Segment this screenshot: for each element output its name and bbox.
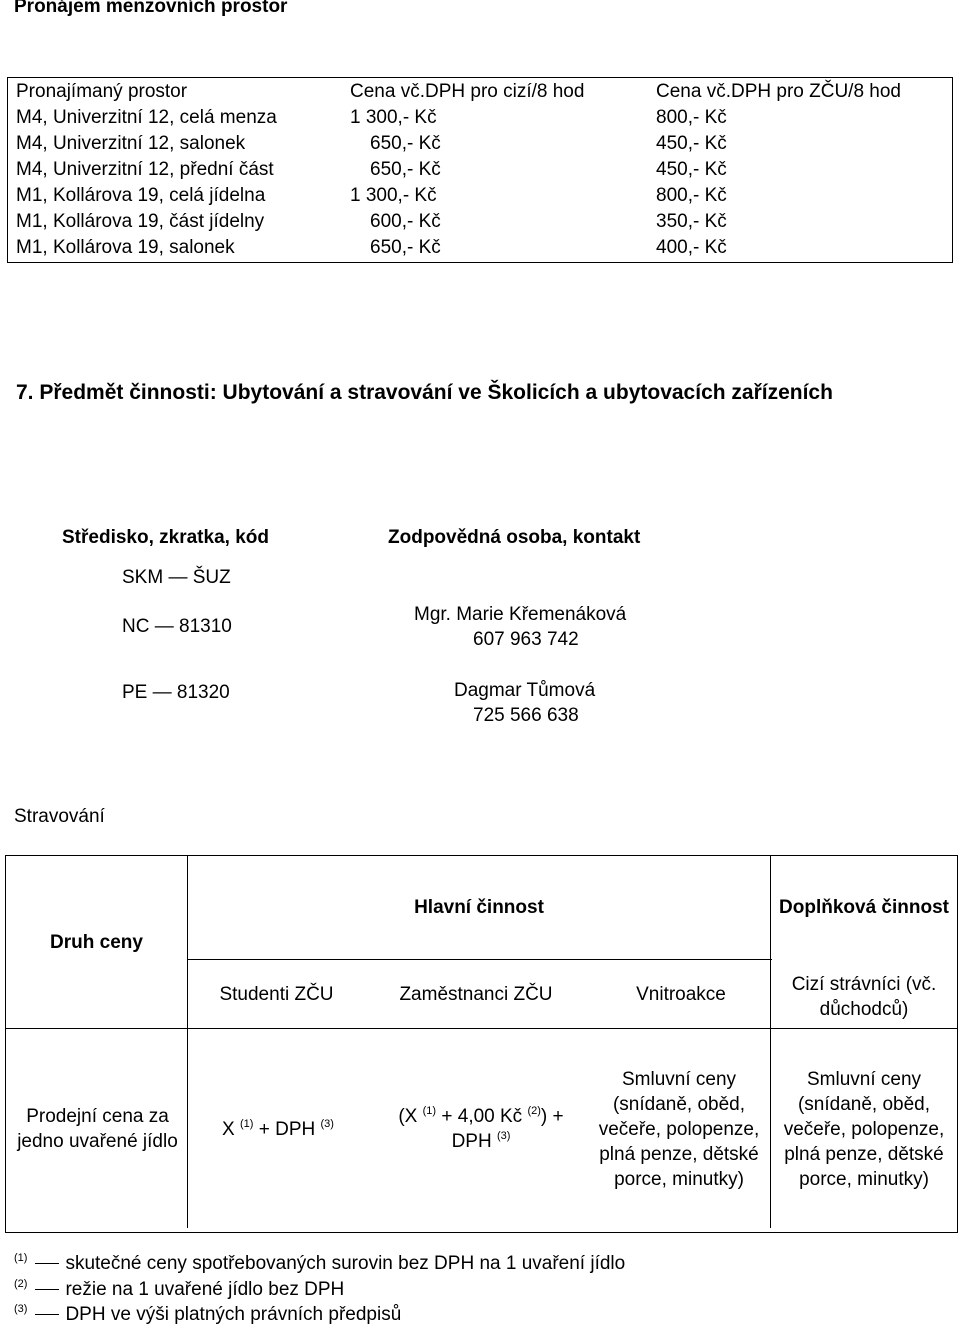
side-activity-header: Doplňková činnost bbox=[779, 897, 949, 918]
table-header-row bbox=[8, 79, 952, 105]
table-cell: 400,- Kč bbox=[656, 237, 727, 258]
section-heading: Stravování bbox=[14, 806, 105, 827]
footnote: $^{(2)}$ režie na 1 uvařené jídlo bez DPH bbox=[14, 1278, 345, 1300]
table-row bbox=[8, 183, 952, 209]
table-cell: 650,- Kč bbox=[370, 237, 441, 258]
table-row bbox=[8, 157, 952, 183]
students-header: Studenti ZČU bbox=[219, 983, 334, 1005]
contact-person-name: Dagmar Tůmová bbox=[454, 680, 596, 701]
internal-events-header: Vnitroakce bbox=[636, 983, 726, 1005]
page-title: Pronájem menzovních prostor bbox=[14, 0, 288, 17]
internal-events-price: Smluvní ceny (snídaně, oběd, večeře, polopenze, plná penze, dětské porce, minutky) bbox=[598, 1068, 760, 1190]
row-label: Prodejní cena za jedno uvařené jídlo bbox=[17, 1106, 178, 1152]
students-price: X $^{(1)}$ + DPH $^{(3)}$ bbox=[222, 1117, 334, 1140]
table-cell: 800,- Kč bbox=[656, 185, 727, 206]
table-cell: 800,- Kč bbox=[656, 107, 727, 128]
table-cell: M1, Kollárova 19, celá jídelna bbox=[16, 185, 266, 206]
column-header: Cena vč.DPH pro ZČU/8 hod bbox=[656, 81, 901, 102]
catering-price-table bbox=[5, 855, 958, 1233]
footnote: $^{(3)}$ DPH ve výši platných právních předpisů bbox=[14, 1303, 402, 1325]
table-row bbox=[8, 209, 952, 235]
contact-person-phone: 607 963 742 bbox=[473, 629, 579, 650]
table-cell: 450,- Kč bbox=[656, 133, 727, 154]
price-type-header: Druh ceny bbox=[50, 931, 143, 953]
center-skm: SKM — ŠUZ bbox=[122, 567, 231, 588]
employees-price: (X $^{(1)}$ + 4,00 Kč $^{(2)}$) + DPH $^{(3)}$ bbox=[398, 1105, 564, 1152]
external-diners-price: Smluvní ceny (snídaně, oběd, večeře, polopenze, plná penze, dětské porce, minutky) bbox=[783, 1068, 945, 1190]
contact-column-header: Zodpovědná osoba, kontakt bbox=[388, 527, 641, 548]
section-7-heading: 7. Předmět činnosti: Ubytování a stravování ve Školicích a ubytovacích zařízeních bbox=[16, 381, 833, 404]
table-cell: M4, Univerzitní 12, přední část bbox=[16, 159, 274, 180]
table-cell: M4, Univerzitní 12, salonek bbox=[16, 133, 246, 154]
table-cell: 450,- Kč bbox=[656, 159, 727, 180]
table-row bbox=[8, 235, 952, 261]
footnote: $^{(1)}$ skutečné ceny spotřebovaných surovin bez DPH na 1 uvaření jídlo bbox=[14, 1252, 626, 1274]
table-cell: M4, Univerzitní 12, celá menza bbox=[16, 107, 277, 128]
table-cell: 1 300,- Kč bbox=[350, 185, 437, 206]
center-pe: PE — 81320 bbox=[122, 682, 230, 703]
table-row bbox=[8, 105, 952, 131]
contact-person-name: Mgr. Marie Křemenáková bbox=[414, 604, 627, 625]
table-cell: 650,- Kč bbox=[370, 159, 441, 180]
table-cell: 650,- Kč bbox=[370, 133, 441, 154]
center-column-header: Středisko, zkratka, kód bbox=[62, 527, 269, 548]
external-diners-header: Cizí strávníci (vč. důchodců) bbox=[791, 974, 937, 1020]
table-row bbox=[8, 131, 952, 157]
employees-header: Zaměstnanci ZČU bbox=[399, 983, 553, 1005]
table-cell: 600,- Kč bbox=[370, 211, 441, 232]
table-cell: 1 300,- Kč bbox=[350, 107, 437, 128]
table-cell: 350,- Kč bbox=[656, 211, 727, 232]
price-table bbox=[7, 77, 953, 263]
main-activity-header: Hlavní činnost bbox=[414, 897, 544, 918]
column-header: Pronajímaný prostor bbox=[16, 81, 188, 102]
table-cell: M1, Kollárova 19, část jídelny bbox=[16, 211, 265, 232]
table-cell: M1, Kollárova 19, salonek bbox=[16, 237, 235, 258]
contact-person-phone: 725 566 638 bbox=[473, 705, 579, 726]
column-header: Cena vč.DPH pro cizí/8 hod bbox=[350, 81, 585, 102]
center-nc: NC — 81310 bbox=[122, 616, 232, 637]
